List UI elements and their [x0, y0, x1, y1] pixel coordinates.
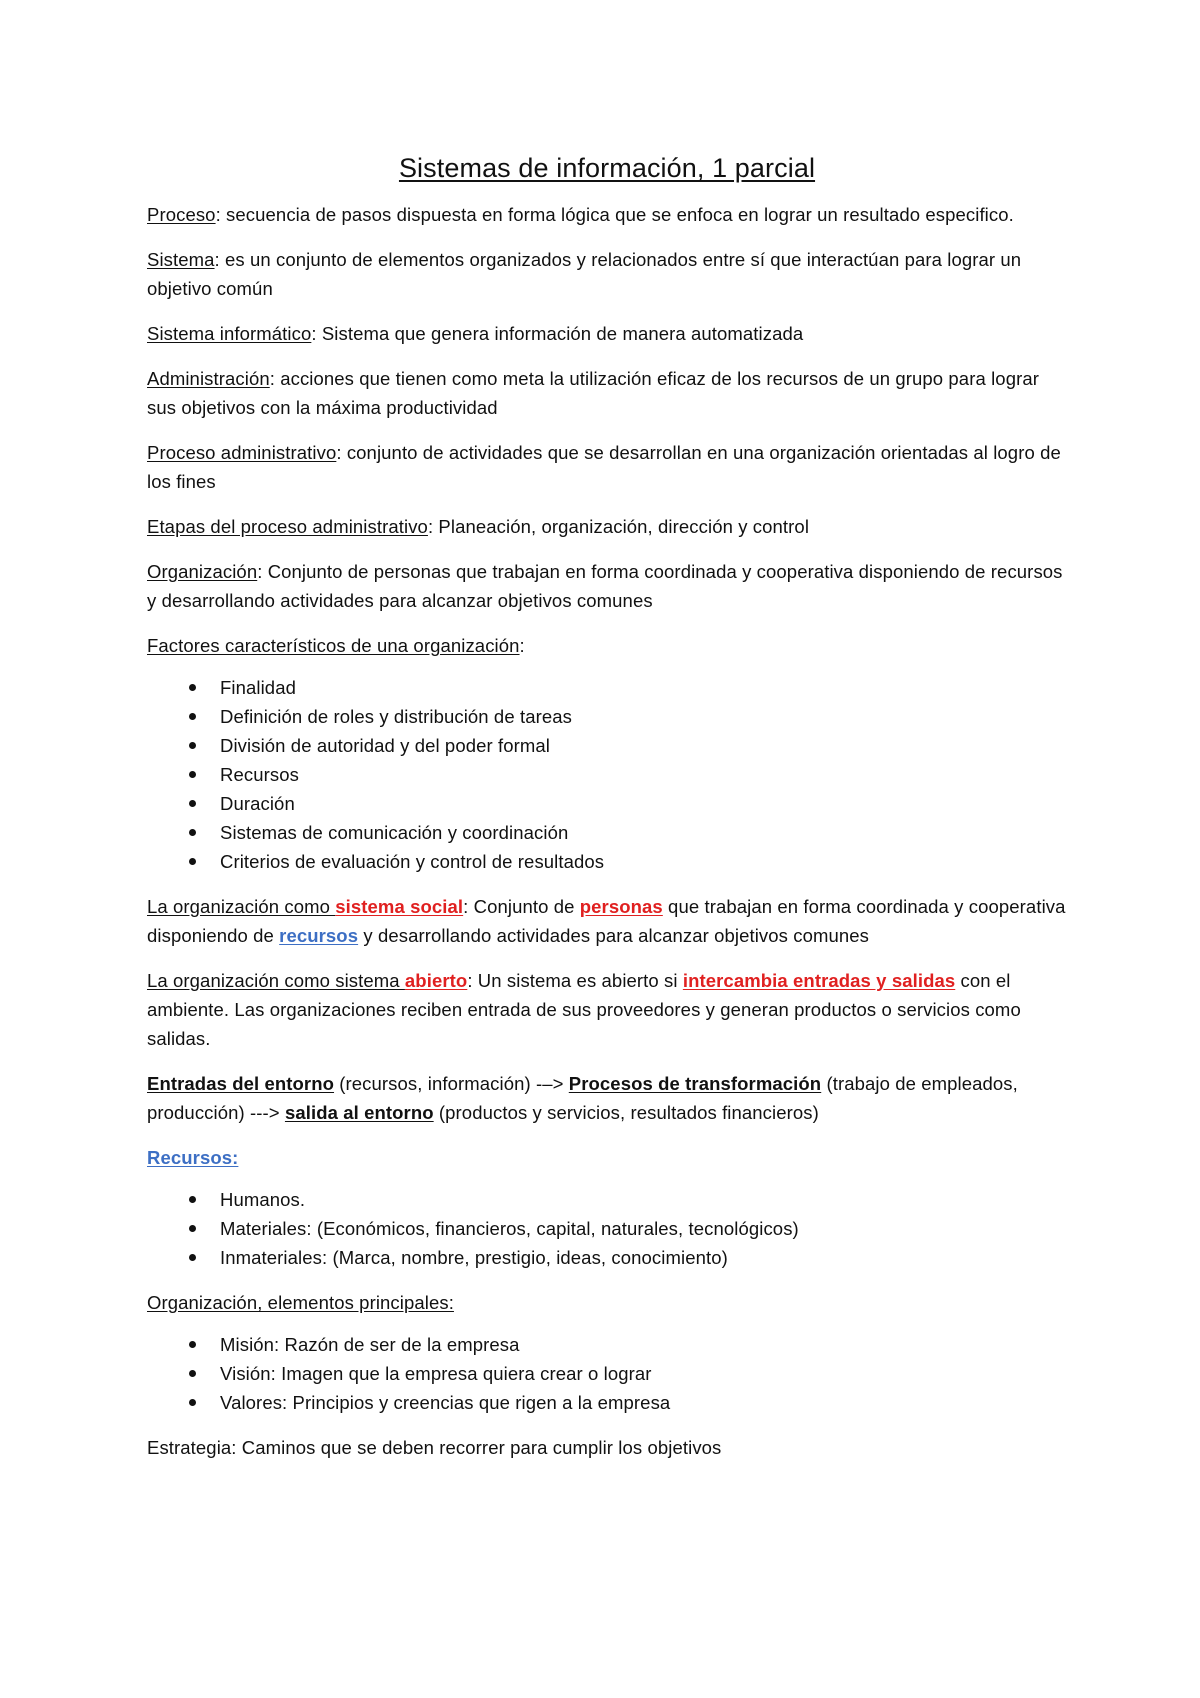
heading-colon: : — [519, 635, 525, 656]
definition-estrategia: Estrategia: Caminos que se deben recorrer para cumplir los objetivos — [147, 1437, 722, 1458]
definition-organizacion — [147, 557, 1067, 615]
heading-label: Organización, elementos principales: — [147, 1292, 454, 1313]
term-label: Organización — [147, 561, 258, 582]
list-item — [147, 818, 1067, 847]
list-item-text: División de autoridad y del poder formal — [220, 735, 550, 756]
term-label: Administración — [147, 368, 270, 389]
definition-sistema-abierto — [147, 966, 1067, 1053]
factores-heading — [147, 631, 1067, 660]
list-item — [147, 673, 1067, 702]
term-label: Sistema — [147, 249, 215, 270]
bullet-icon — [189, 800, 196, 807]
list-item-text: Humanos. — [220, 1189, 306, 1210]
list-item-text: Sistemas de comunicación y coordinación — [220, 822, 569, 843]
bullet-icon — [189, 1254, 196, 1261]
highlight-personas: personas — [579, 896, 663, 917]
heading-label: Recursos: — [147, 1147, 239, 1168]
list-item — [147, 1185, 1067, 1214]
definition-text: con el ambiente. Las organizaciones reciben entrada de sus proveedores y generan productos o servicios como salidas. — [147, 970, 1021, 1049]
bullet-icon — [189, 1341, 196, 1348]
term-label: Proceso administrativo — [147, 442, 337, 463]
term-label: La organización como — [147, 896, 336, 917]
bullet-icon — [189, 1196, 196, 1203]
list-item-text: Misión: Razón de ser de la empresa — [220, 1334, 520, 1355]
definition-text: : conjunto de actividades que se desarrollan en una organización orientadas al logro de los fines — [147, 442, 1061, 492]
page-title: Sistemas de información, 1 parcial — [398, 153, 816, 183]
definition-etapas — [147, 512, 1067, 541]
list-item-text: Finalidad — [220, 677, 296, 698]
term-procesos: Procesos de transformación — [568, 1073, 822, 1094]
flow-text: (productos y servicios, resultados financieros) — [433, 1102, 819, 1123]
term-label: Proceso — [147, 204, 216, 225]
term-label: Factores característicos de una organización — [147, 635, 520, 656]
list-item — [147, 731, 1067, 760]
bullet-icon — [189, 684, 196, 691]
definition-text: : es un conjunto de elementos organizados y relacionados entre sí que interactúan para lograr un objetivo común — [147, 249, 1022, 299]
flujo-entradas-salidas — [147, 1069, 1067, 1127]
definition-sistema-informatico — [147, 319, 1067, 348]
recursos-list — [147, 1185, 1067, 1272]
list-item — [147, 1330, 1067, 1359]
highlight-recursos: recursos — [279, 925, 359, 946]
definition-text: que trabajan en forma coordinada y cooperativa disponiendo de — [147, 896, 1066, 946]
definition-text: : Un sistema es abierto si — [467, 970, 683, 991]
definition-text: : Planeación, organización, dirección y control — [427, 516, 810, 537]
list-item-text: Definición de roles y distribución de tareas — [220, 706, 572, 727]
definition-proceso — [147, 200, 1067, 229]
list-item — [147, 760, 1067, 789]
bullet-icon — [189, 742, 196, 749]
list-item — [147, 789, 1067, 818]
definition-administracion — [147, 364, 1067, 422]
list-item — [147, 1243, 1067, 1272]
bullet-icon — [189, 771, 196, 778]
term-entradas: Entradas del entorno — [147, 1073, 335, 1094]
bullet-icon — [189, 829, 196, 836]
definition-text: y desarrollando actividades para alcanzar objetivos comunes — [358, 925, 870, 946]
elementos-heading — [147, 1288, 1067, 1317]
bullet-icon — [189, 858, 196, 865]
elementos-list — [147, 1330, 1067, 1417]
document-body — [147, 150, 1067, 1478]
list-item — [147, 1388, 1067, 1417]
recursos-heading — [147, 1143, 1067, 1172]
term-salida: salida al entorno — [284, 1102, 434, 1123]
definition-text: : Sistema que genera información de manera automatizada — [311, 323, 804, 344]
term-label: Sistema informático — [147, 323, 312, 344]
list-item-text: Inmateriales: (Marca, nombre, prestigio, ideas, conocimiento) — [220, 1247, 728, 1268]
factores-list — [147, 673, 1067, 876]
flow-text: (trabajo de empleados, producción) ---> — [147, 1073, 1018, 1123]
definition-text: : acciones que tienen como meta la utilización eficaz de los recursos de un grupo para lograr sus objetivos con la máxima productividad — [147, 368, 1039, 418]
highlight-sistema-social: sistema social — [335, 896, 464, 917]
highlight-abierto: abierto — [404, 970, 468, 991]
bullet-icon — [189, 713, 196, 720]
term-label: La organización como sistema — [147, 970, 405, 991]
list-item-text: Materiales: (Económicos, financieros, capital, naturales, tecnológicos) — [220, 1218, 799, 1239]
list-item — [147, 847, 1067, 876]
list-item-text: Recursos — [220, 764, 299, 785]
term-label: Etapas del proceso administrativo — [147, 516, 428, 537]
bullet-icon — [189, 1225, 196, 1232]
definition-sistema-social — [147, 892, 1067, 950]
list-item-text: Visión: Imagen que la empresa quiera crear o lograr — [220, 1363, 652, 1384]
flow-text: (recursos, información) -–> — [334, 1073, 569, 1094]
definition-text: : Conjunto de — [463, 896, 580, 917]
highlight-intercambia: intercambia entradas y salidas — [682, 970, 956, 991]
list-item-text: Duración — [220, 793, 295, 814]
definition-text: : Conjunto de personas que trabajan en forma coordinada y cooperativa disponiendo de recursos y desarrollando actividades para alcanzar objetivos comunes — [147, 561, 1063, 611]
bullet-icon — [189, 1399, 196, 1406]
definition-text: : secuencia de pasos dispuesta en forma lógica que se enfoca en lograr un resultado especifico. — [215, 204, 1014, 225]
list-item — [147, 702, 1067, 731]
list-item — [147, 1214, 1067, 1243]
definition-sistema — [147, 245, 1067, 303]
list-item-text: Criterios de evaluación y control de resultados — [220, 851, 605, 872]
list-item-text: Valores: Principios y creencias que rigen a la empresa — [220, 1392, 671, 1413]
list-item — [147, 1359, 1067, 1388]
bullet-icon — [189, 1370, 196, 1377]
definition-proceso-administrativo — [147, 438, 1067, 496]
